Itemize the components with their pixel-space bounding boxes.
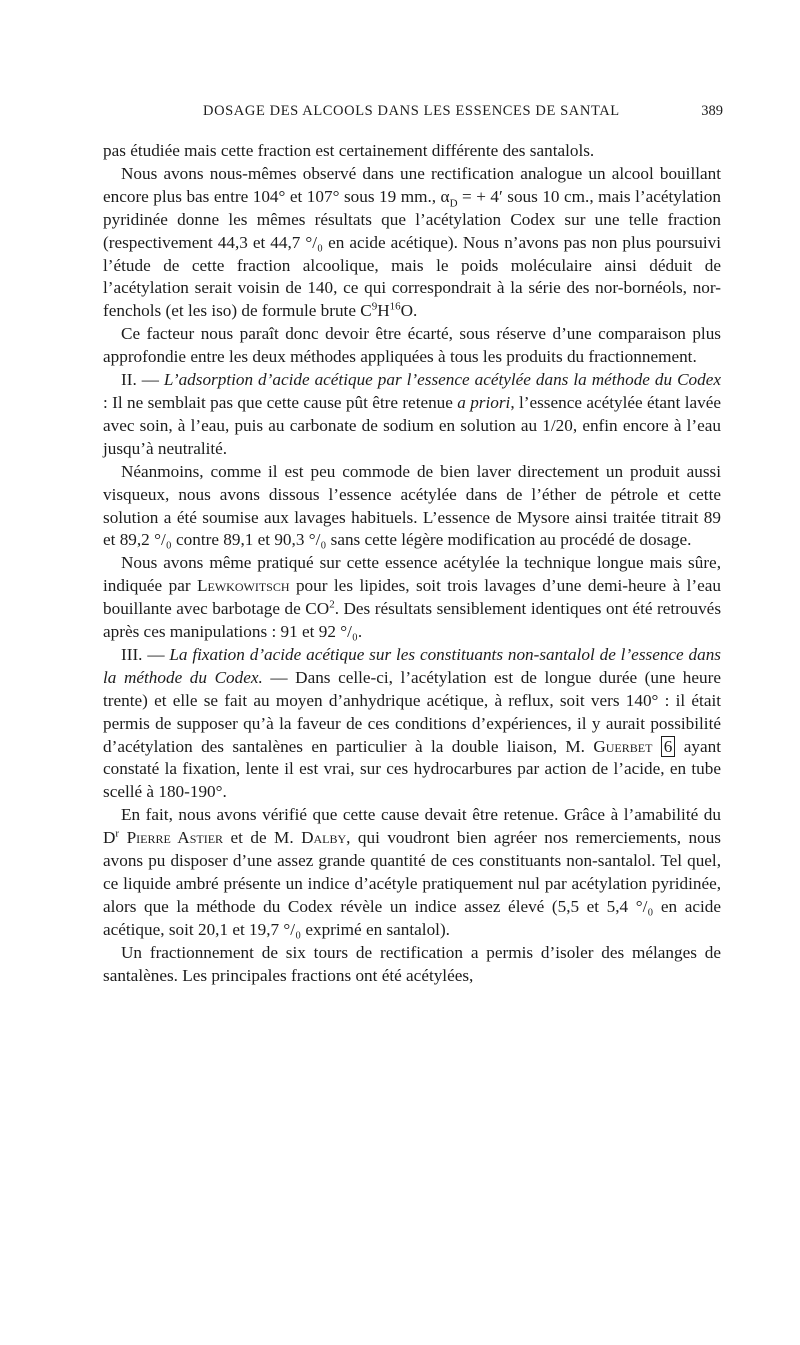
paragraph-1: pas étudiée mais cette fraction est certainement différente des santalols. (103, 141, 595, 160)
author-guerbet: Guerbet (593, 736, 653, 756)
section-iii-title: La fixation d’acide acétique sur les constituants non-santalol de l’essence dans la méthode du Codex. (103, 644, 721, 687)
paragraph-8: En fait, nous avons vérifié que cette cause devait être retenue. Grâce à l’amabilité du $D^r$ Pierre Astier et de M. Dalby, qui voudront bien agréer nos remerciements, nous avons pu disposer d’une assez grande quantité de ces constituants non-santalol. Tel quel, ce liquide ambré présente un indice d’acétyle pratiquement nul par acétylation pyridinée, alors que la méthode du Codex révèle un indice assez élevé (5,5 et 5,4 °/₀ en acide acétique, soit 20,1 et 19,7 °/₀ exprimé en santalol). (103, 805, 721, 939)
page-number: 389 (701, 103, 723, 119)
paragraph-2: Nous avons nous-mêmes observé dans une rectification analogue un alcool bouillant encore plus bas entre 104° et 107° sous 19 mm., $\alpha_D$ = + 4′ sous 10 cm., mais l’acétylation pyridinée donne les mêmes résultats que l’acétylation Codex sur une telle fraction (respectivement 44,3 et 44,7 °/₀ en acide acétique). Nous n’avons pas non plus poursuivi l’étude de cette fraction alcoolique, mais le poids moléculaire ainsi déduit de l’acétylation serait voisin de 140, ce qui correspondrait à la série des nor-bornéols, nor-fenchols (et les iso) de formule brute $C^9H^{16}O$. (103, 163, 721, 321)
paragraph-3: Ce facteur nous paraît donc devoir être écarté, sous réserve d’une comparaison plus approfondie entre les deux méthodes appliquées à tous les produits du fractionnement. (103, 324, 721, 367)
author-pierre-astier: Pierre Astier (126, 828, 224, 848)
reference-6: 6 (661, 736, 676, 757)
section-ii-title: L’adsorption d’acide acétique par l’essence acétylée dans la méthode du Codex (163, 370, 722, 390)
page-header (103, 101, 723, 125)
author-lewkowitsch: Lewkowitsch (197, 576, 290, 596)
paragraph-4-section-ii: II. — L’adsorption d’acide acétique par l’essence acétylée dans la méthode du Codex : Il ne semblait pas que cette cause pût être retenue a priori, l’essence acétylée étant lavée avec soin, à l’eau, puis au carbonate de sodium en solution au 1/20, enfin encore à l’eau jusqu’à neutralité. (103, 370, 722, 458)
paragraph-9: Un fractionnement de six tours de rectification a permis d’isoler des mélanges de santalènes. Les principales fractions ont été acétylées, (103, 942, 721, 985)
paragraph-5: Néanmoins, comme il est peu commode de bien laver directement un produit aussi visqueux, nous avons dissous l’essence acétylée dans de l’éther de pétrole et cette solution a été soumise aux lavages habituels. L’essence de Mysore ainsi traitée titrait 89 et 89,2 °/₀ contre 89,1 et 90,3 °/₀ sans cette légère modification au procédé de dosage. (103, 461, 721, 550)
paragraph-7-section-iii: III. — La fixation d’acide acétique sur les constituants non-santalol de l’essence dans la méthode du Codex. — Dans celle-ci, l’acétylation est de longue durée (une heure trente) et elle se fait au moyen d’anhydrique acétique, à reflux, soit vers 140° : il était permis de supposer qu’à la faveur de ces conditions d’expériences, il y aurait possibilité d’acétylation des santalènes en particulier à la double liaison, M. Guerbet 6 ayant constaté la fixation, lente il est vrai, sur ces hydrocarbures par action de l’acide, en tube scellé à 180-190°. (103, 644, 721, 802)
paragraph-6: Nous avons même pratiqué sur cette essence acétylée la technique longue mais sûre, indiquée par Lewkowitsch pour les lipides, soit trois lavages d’une demi-heure à l’eau bouillante avec barbotage de $CO^2$. Des résultats sensiblement identiques ont été retrouvés après ces manipulations : 91 et 92 °/₀. (103, 553, 722, 642)
body-text (103, 140, 721, 988)
author-dalby: Dalby (301, 828, 347, 848)
running-title: DOSAGE DES ALCOOLS DANS LES ESSENCES DE SANTAL (203, 103, 620, 119)
